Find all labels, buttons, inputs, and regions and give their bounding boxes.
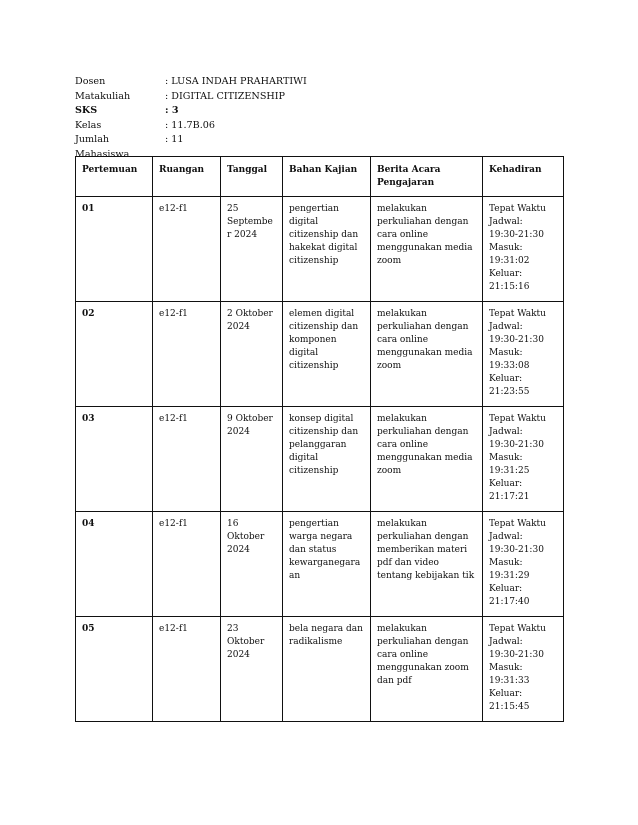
matakuliah-value: : DIGITAL CITIZENSHIP <box>165 90 286 102</box>
cell-pertemuan: 05 <box>76 617 153 722</box>
masuk-value: 19:31:29 <box>489 571 530 581</box>
dosen-label: Dosen <box>75 76 106 87</box>
keluar-label: Keluar: <box>489 584 523 594</box>
cell-bahan-kajian: pengertian warga negara dan status kewarganegaraan <box>283 512 371 617</box>
course-info-header <box>75 75 307 162</box>
cell-berita-acara: melakukan perkuliahan dengan memberikan materi pdf dan video tentang kebijakan tik <box>371 512 483 617</box>
cell-tanggal: 23 Oktober 2024 <box>221 617 283 722</box>
kehadiran-status: Tepat Waktu <box>489 309 546 319</box>
kelas-row <box>75 119 307 134</box>
masuk-label: Masuk: <box>489 558 523 568</box>
jadwal-value: 19:30-21:30 <box>489 545 544 555</box>
cell-kehadiran <box>483 302 564 407</box>
keluar-value: 21:15:16 <box>489 282 530 292</box>
col-header-bahan-kajian: Bahan Kajian <box>283 157 371 197</box>
keluar-value: 21:17:21 <box>489 492 530 502</box>
cell-pertemuan: 02 <box>76 302 153 407</box>
cell-ruangan: e12-f1 <box>153 407 221 512</box>
masuk-label: Masuk: <box>489 348 523 358</box>
keluar-label: Keluar: <box>489 269 523 279</box>
kelas-value: : 11.7B.06 <box>165 119 215 131</box>
keluar-label: Keluar: <box>489 479 523 489</box>
cell-ruangan: e12-f1 <box>153 617 221 722</box>
cell-pertemuan: 03 <box>76 407 153 512</box>
table-row <box>76 302 564 407</box>
masuk-value: 19:31:02 <box>489 256 530 266</box>
col-header-berita-acara: Berita Acara Pengajaran <box>371 157 483 197</box>
cell-pertemuan: 04 <box>76 512 153 617</box>
table-row <box>76 512 564 617</box>
jumlah-label: Jumlah Mahasiswa <box>75 134 130 160</box>
cell-kehadiran <box>483 197 564 302</box>
jadwal-label: Jadwal: <box>489 322 523 332</box>
jadwal-value: 19:30-21:30 <box>489 230 544 240</box>
jadwal-value: 19:30-21:30 <box>489 440 544 450</box>
cell-tanggal: 16 Oktober 2024 <box>221 512 283 617</box>
kehadiran-status: Tepat Waktu <box>489 624 546 634</box>
sks-row <box>75 104 307 119</box>
cell-berita-acara: melakukan perkuliahan dengan cara online menggunakan media zoom <box>371 407 483 512</box>
keluar-value: 21:15:45 <box>489 702 530 712</box>
dosen-row <box>75 75 307 90</box>
col-header-pertemuan: Pertemuan <box>76 157 153 197</box>
dosen-value: : LUSA INDAH PRAHARTIWI <box>165 76 307 87</box>
col-header-ruangan: Ruangan <box>153 157 221 197</box>
kehadiran-status: Tepat Waktu <box>489 519 546 529</box>
table-row <box>76 197 564 302</box>
cell-kehadiran <box>483 617 564 722</box>
masuk-label: Masuk: <box>489 453 523 463</box>
keluar-label: Keluar: <box>489 689 523 699</box>
matakuliah-label: Matakuliah <box>75 90 131 102</box>
cell-pertemuan: 01 <box>76 197 153 302</box>
masuk-value: 19:31:25 <box>489 466 530 476</box>
jadwal-label: Jadwal: <box>489 217 523 227</box>
jadwal-value: 19:30-21:30 <box>489 650 544 660</box>
table-header-row <box>76 157 564 197</box>
cell-berita-acara: melakukan perkuliahan dengan cara online menggunakan media zoom <box>371 302 483 407</box>
cell-bahan-kajian: bela negara dan radikalisme <box>283 617 371 722</box>
masuk-value: 19:33:08 <box>489 361 530 371</box>
cell-ruangan: e12-f1 <box>153 302 221 407</box>
cell-ruangan: e12-f1 <box>153 512 221 617</box>
jadwal-label: Jadwal: <box>489 637 523 647</box>
cell-tanggal: 25 September 2024 <box>221 197 283 302</box>
cell-berita-acara: melakukan perkuliahan dengan cara online menggunakan media zoom <box>371 197 483 302</box>
jadwal-label: Jadwal: <box>489 427 523 437</box>
masuk-value: 19:31:33 <box>489 676 530 686</box>
jadwal-label: Jadwal: <box>489 532 523 542</box>
keluar-value: 21:17:40 <box>489 597 530 607</box>
attendance-table <box>75 156 564 722</box>
col-header-kehadiran: Kehadiran <box>483 157 564 197</box>
sks-value: : 3 <box>165 105 179 116</box>
sks-label: SKS <box>75 105 98 116</box>
masuk-label: Masuk: <box>489 243 523 253</box>
matakuliah-row <box>75 90 307 105</box>
table-row <box>76 617 564 722</box>
kelas-label: Kelas <box>75 119 102 131</box>
kehadiran-status: Tepat Waktu <box>489 204 546 214</box>
table-row <box>76 407 564 512</box>
cell-tanggal: 9 Oktober 2024 <box>221 407 283 512</box>
masuk-label: Masuk: <box>489 663 523 673</box>
col-header-tanggal: Tanggal <box>221 157 283 197</box>
cell-ruangan: e12-f1 <box>153 197 221 302</box>
keluar-value: 21:23:55 <box>489 387 530 397</box>
jumlah-value: : 11 <box>165 134 184 145</box>
cell-berita-acara: melakukan perkuliahan dengan cara online menggunakan zoom dan pdf <box>371 617 483 722</box>
cell-bahan-kajian: elemen digital citizenship dan komponen digital citizenship <box>283 302 371 407</box>
kehadiran-status: Tepat Waktu <box>489 414 546 424</box>
jadwal-value: 19:30-21:30 <box>489 335 544 345</box>
cell-tanggal: 2 Oktober 2024 <box>221 302 283 407</box>
cell-kehadiran <box>483 407 564 512</box>
cell-bahan-kajian: pengertian digital citizenship dan hakekat digital citizenship <box>283 197 371 302</box>
keluar-label: Keluar: <box>489 374 523 384</box>
cell-kehadiran <box>483 512 564 617</box>
cell-bahan-kajian: konsep digital citizenship dan pelanggaran digital citizenship <box>283 407 371 512</box>
